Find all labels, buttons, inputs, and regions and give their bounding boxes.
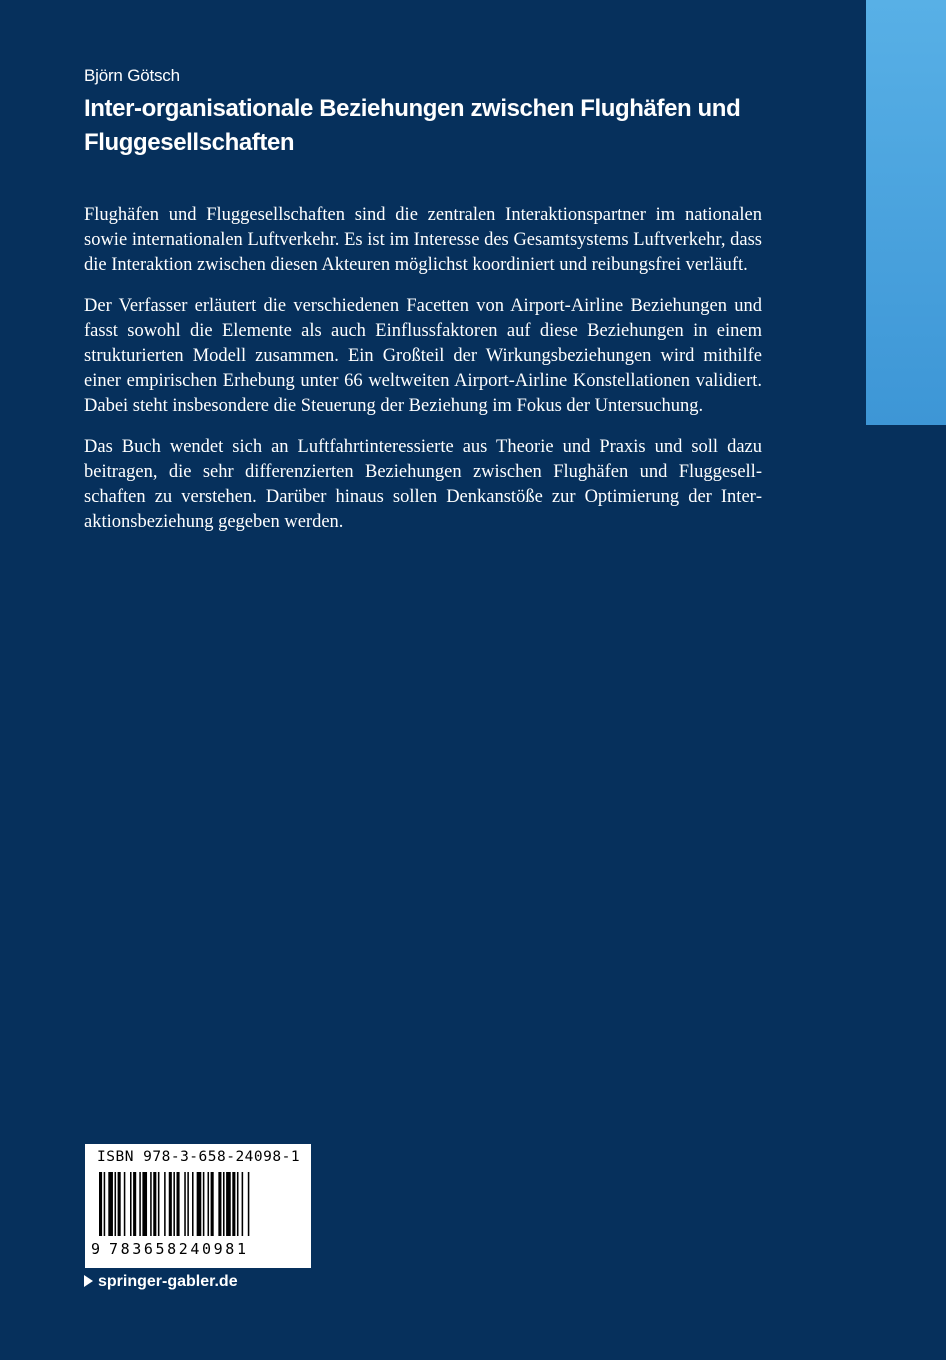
barcode-bar xyxy=(169,1172,172,1236)
ean-lead-digit: 9 xyxy=(91,1240,101,1258)
barcode-bar xyxy=(187,1172,189,1236)
barcode-bar xyxy=(115,1172,117,1236)
barcode-bar xyxy=(208,1172,210,1236)
barcode-bar xyxy=(142,1172,147,1236)
barcode-bar xyxy=(237,1172,239,1236)
blurb-paragraph: Flughäfen und Fluggesellschaften sind die zentralen Interaktionspartner im nationalen sowie internationalen Luftverkehr. Es ist im Interesse des Gesamtsystems Luftverkehr, dass die Interaktion zwischen diesen Akteuren möglichst koordiniert und reibungsfrei verläuft. xyxy=(84,205,762,275)
barcode-bars xyxy=(99,1172,299,1248)
book-title-line-1: Inter-organisationale Beziehungen zwischen Flughäfen und xyxy=(84,95,741,122)
barcode-bar xyxy=(150,1172,152,1236)
barcode-bar xyxy=(173,1172,175,1236)
barcode-bar xyxy=(133,1172,136,1236)
barcode-bar xyxy=(177,1172,180,1236)
barcode-bar xyxy=(184,1172,186,1236)
barcode-bar xyxy=(158,1172,160,1236)
barcode-bar xyxy=(218,1172,221,1236)
blurb-paragraph: Der Verfasser erläutert die verschiedenen Facetten von Airport-Airline Beziehungen und fasst sowohl die Elemente als auch Einflussfaktoren auf diese Beziehungen in einem strukturierten Modell zusammen. Ein Großteil der Wirkungsbeziehungen wird mithilfe einer empirischen Erhebung unter 66 weltweiten Airport-Airline Konstellationen validiert. Dabei steht insbesondere die Steuerung der Beziehung im Fokus der Untersuchung. xyxy=(84,296,762,416)
ean-digits: 783658240981 xyxy=(109,1240,249,1258)
book-title-line-2: Fluggesellschaften xyxy=(84,129,295,156)
barcode-bar xyxy=(248,1172,250,1236)
accent-bar xyxy=(866,0,946,425)
barcode-bar xyxy=(139,1172,141,1236)
barcode-bar xyxy=(118,1172,121,1236)
blurb-paragraph: Das Buch wendet sich an Luftfahrtinteressierte aus Theorie und Praxis und soll dazu beitragen, die sehr differenzierten Beziehungen zwischen Flughäfen und Fluggesellschaften zu verstehen. Darüber hinaus sollen Denkanstöße zur Optimierung der Interaktionsbeziehung gegeben werden. xyxy=(84,437,762,532)
book-title xyxy=(84,92,804,160)
barcode-bar xyxy=(242,1172,244,1236)
publisher-link[interactable] xyxy=(84,1273,238,1291)
barcode-bar xyxy=(124,1172,126,1236)
isbn-barcode xyxy=(85,1144,311,1268)
blurb xyxy=(84,203,762,551)
barcode-bar xyxy=(104,1172,106,1236)
triangle-right-icon xyxy=(84,1275,93,1287)
barcode-bar xyxy=(203,1172,205,1236)
barcode-bar xyxy=(164,1172,166,1236)
barcode-bar xyxy=(232,1172,235,1236)
barcode-bar xyxy=(108,1172,113,1236)
barcode-bar xyxy=(130,1172,132,1236)
isbn-label: ISBN 978-3-658-24098-1 xyxy=(97,1149,301,1165)
barcode-bar xyxy=(226,1172,231,1236)
barcode-bar xyxy=(192,1172,194,1236)
barcode-bar xyxy=(99,1172,102,1236)
barcode-bar xyxy=(223,1172,225,1236)
barcode-bar xyxy=(211,1172,214,1236)
barcode-bar xyxy=(197,1172,202,1236)
author-name: Björn Götsch xyxy=(84,66,180,85)
publisher-link-label: springer-gabler.de xyxy=(98,1273,238,1290)
barcode-bar xyxy=(153,1172,156,1236)
